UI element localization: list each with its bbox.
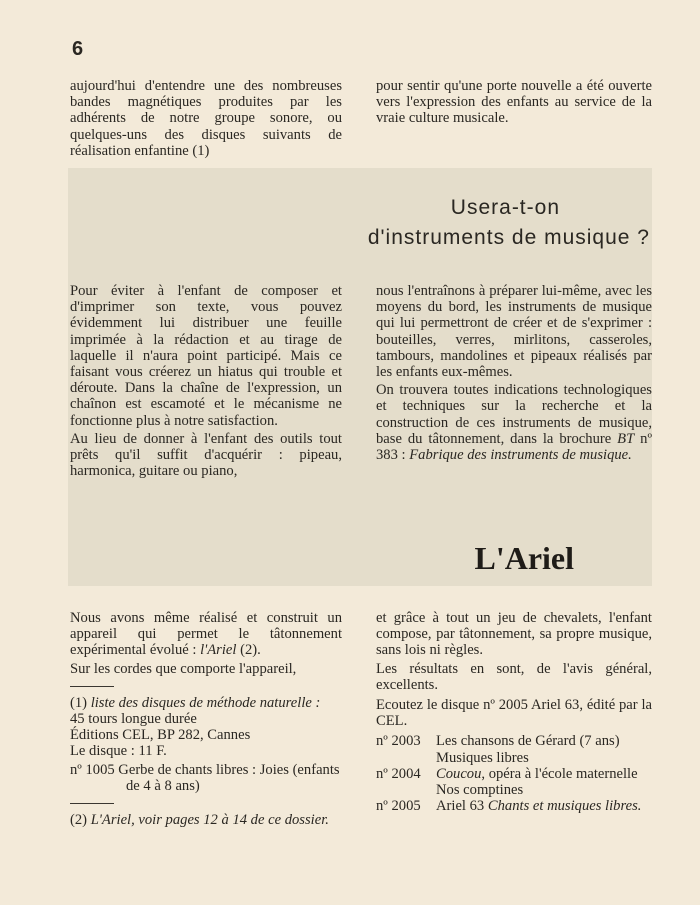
text: (2). — [240, 642, 261, 659]
section1-left-column — [70, 78, 342, 161]
disc-number: nº 2003 — [376, 733, 421, 750]
footnote-rule — [70, 803, 114, 804]
footnote-line: 45 tours longue durée — [70, 711, 197, 728]
paragraph: pour sentir qu'une porte nouvelle a été ouverte vers l'expression des enfants au service de la vraie culture musicale. — [376, 78, 652, 127]
section3-left-column — [70, 610, 342, 828]
section-heading-ariel: L'Ariel — [474, 540, 574, 576]
text: Nos comptines — [436, 782, 524, 799]
paragraph — [70, 610, 342, 659]
italic-text: Coucou — [436, 765, 482, 782]
paragraph: nous l'entraînons à préparer lui-même, avec les moyens du bord, les instruments de musique qui lui permettront de créer et de s'exprimer : bouteilles, verres, mirlitons, casseroles, tambours, mandolines et pipeaux réalisés par les enfants eux-mêmes. — [376, 283, 652, 381]
disc-title — [436, 798, 652, 814]
text: , opéra à l'école maternelle — [481, 765, 638, 782]
disc-row — [376, 782, 652, 798]
paragraph: Au lieu de donner à l'enfant des outils tout prêts qu'il suffit d'acquérir : pipeau, harmonica, guitare ou piano, — [70, 430, 342, 480]
section1-right-column — [376, 78, 652, 129]
footnote-1 — [70, 695, 342, 794]
text: On trouvera toutes indications technologiques et techniques sur la recherche et la construction de ces instruments de musique, base du tâtonnement, dans la brochure — [376, 382, 652, 447]
paragraph: Les résultats en sont, de l'avis général, excellents. — [376, 660, 652, 693]
footnote-line — [70, 695, 342, 711]
disc-list — [376, 733, 652, 814]
italic-text: liste des disques de méthode naturelle : — [90, 694, 321, 711]
text: Musiques libres — [436, 749, 529, 766]
footnote-rule — [70, 686, 114, 687]
section2-right-column — [376, 283, 652, 465]
italic-text: Fabrique des instruments de musique. — [409, 447, 632, 464]
disc-title — [436, 733, 652, 749]
section2-left-column — [70, 283, 342, 481]
disc-number: nº 2005 — [376, 798, 421, 815]
footnote-label: (1) — [70, 694, 88, 711]
italic-text: BT — [617, 430, 635, 447]
paragraph: Ecoutez le disque nº 2005 Ariel 63, édité par la CEL. — [376, 697, 652, 730]
page-number: 6 — [72, 38, 84, 60]
section3-right-column — [376, 610, 652, 814]
text: Ariel 63 — [436, 798, 485, 815]
paragraph: Sur les cordes que comporte l'appareil, — [70, 660, 297, 677]
disc-row — [376, 798, 652, 814]
italic-text: l'Ariel — [200, 642, 237, 659]
disc-title — [436, 782, 652, 798]
paragraph: aujourd'hui d'entendre une des nombreuses bandes magnétiques produites par les adhérents de notre groupe sonore, ou quelques-uns des disques suivants de réalisation enfantine (1) — [70, 78, 342, 159]
footnote-label: (2) — [70, 812, 88, 829]
text: nº 383 : — [376, 430, 652, 464]
disc-title — [436, 750, 652, 766]
heading-line: d'instruments de musique ? — [367, 226, 650, 249]
heading-line: Usera-t-on — [450, 196, 560, 219]
section-heading-instruments — [368, 193, 650, 253]
disc-title — [436, 766, 652, 782]
paragraph: et grâce à tout un jeu de chevalets, l'enfant compose, par tâtonnement, sa propre musique, sans lois ni règles. — [376, 610, 652, 659]
disc-number — [376, 782, 436, 798]
disc-number — [376, 750, 436, 766]
footnote-2 — [70, 812, 342, 828]
disc-number: nº 2004 — [376, 765, 421, 782]
text: Les chansons de Gérard (7 ans) — [436, 733, 620, 750]
disc-row — [376, 766, 652, 782]
paragraph: Pour éviter à l'enfant de composer et d'imprimer son texte, vous pouvez évidemment lui distribuer une feuille imprimée à la rédaction et au tirage de laquelle il n'aura point participé. Mais ce faisant vous créerez un hiatus qui trouble et déroute. Dans la chaîne de l'expression, un chaînon est escamoté et le mécanisme ne fonctionne plus à notre satisfaction. — [70, 283, 342, 429]
disc-row — [376, 750, 652, 766]
footnote-line: Éditions CEL, BP 282, Cannes — [70, 727, 251, 744]
italic-text: L'Ariel, voir pages 12 à 14 de ce dossier. — [90, 812, 329, 829]
footnote-line: nº 1005 Gerbe de chants libres : Joies (enfants de 4 à 8 ans) — [70, 761, 340, 794]
disc-row — [376, 733, 652, 749]
italic-text: Chants et musiques libres. — [487, 798, 642, 815]
paragraph — [376, 382, 652, 463]
text: Nous avons même réalisé et construit un appareil qui permet le tâtonnement expérimental évolué : — [70, 610, 342, 659]
footnote-line: Le disque : 11 F. — [70, 743, 167, 760]
footnote-line — [70, 812, 342, 828]
